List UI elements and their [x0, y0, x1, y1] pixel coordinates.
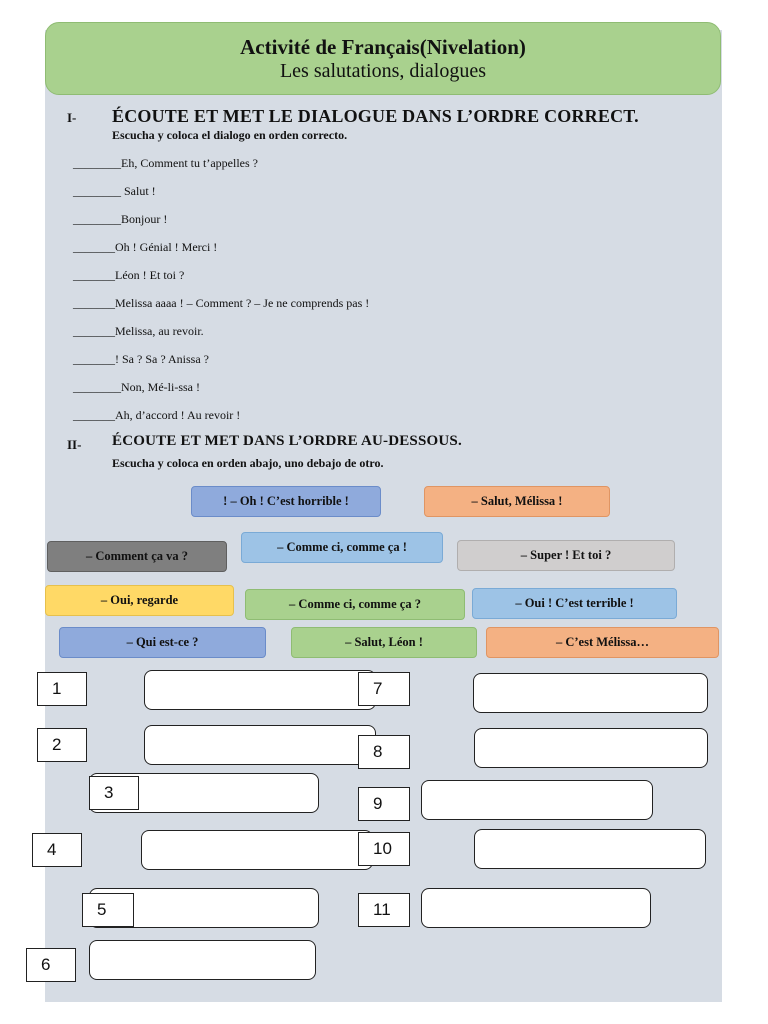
- answer-box-9[interactable]: [421, 780, 653, 820]
- answer-number-11: 11: [358, 893, 410, 927]
- answer-number-3: 3: [89, 776, 139, 810]
- phrase-chip[interactable]: – Salut, Mélissa !: [424, 486, 610, 517]
- phrase-chip[interactable]: – Salut, Léon !: [291, 627, 477, 658]
- answer-number-10: 10: [358, 832, 410, 866]
- answer-number-8: 8: [358, 735, 410, 769]
- section1-title: ÉCOUTE ET MET LE DIALOGUE DANS L’ORDRE CORRECT.: [112, 106, 639, 126]
- answer-box-6[interactable]: [89, 940, 316, 980]
- phrase-chip[interactable]: – C’est Mélissa…: [486, 627, 719, 658]
- dialogue-line: _______! Sa ? Sa ? Anissa ?: [73, 352, 209, 366]
- dialogue-line: _______Ah, d’accord ! Au revoir !: [73, 408, 241, 422]
- dialogue-line: _______Léon ! Et toi ?: [73, 268, 185, 282]
- answer-number-4: 4: [32, 833, 82, 867]
- section1-subtitle: Escucha y coloca el dialogo en orden correcto.: [112, 128, 348, 142]
- answer-box-11[interactable]: [421, 888, 651, 928]
- answer-box-8[interactable]: [474, 728, 708, 768]
- answer-number-7: 7: [358, 672, 410, 706]
- section2-number: II-: [67, 437, 82, 452]
- section1-number: I-: [67, 110, 77, 125]
- answer-box-4[interactable]: [141, 830, 373, 870]
- phrase-chip[interactable]: – Comment ça va ?: [47, 541, 227, 572]
- phrase-chip[interactable]: ! – Oh ! C’est horrible !: [191, 486, 381, 517]
- phrase-chip[interactable]: – Qui est-ce ?: [59, 627, 266, 658]
- answer-box-10[interactable]: [474, 829, 706, 869]
- dialogue-line: ________Non, Mé-li-ssa !: [73, 380, 200, 394]
- answer-number-1: 1: [37, 672, 87, 706]
- phrase-chip[interactable]: – Comme ci, comme ça !: [241, 532, 443, 563]
- dialogue-line: ________Eh, Comment tu t’appelles ?: [73, 156, 258, 170]
- phrase-chip[interactable]: – Oui ! C’est terrible !: [472, 588, 677, 619]
- answer-number-9: 9: [358, 787, 410, 821]
- dialogue-line: ________Bonjour !: [73, 212, 168, 226]
- dialogue-line: _______Oh ! Génial ! Merci !: [73, 240, 218, 254]
- dialogue-line: _______Melissa aaaa ! – Comment ? – Je ne comprends pas !: [73, 296, 370, 310]
- answer-box-2[interactable]: [144, 725, 376, 765]
- page-subtitle: Les salutations, dialogues: [279, 60, 487, 82]
- page-title: Activité de Français(Nivelation): [240, 35, 526, 59]
- header-banner: [45, 22, 721, 95]
- section2-subtitle: Escucha y coloca en orden abajo, uno debajo de otro.: [112, 456, 384, 470]
- answer-number-2: 2: [37, 728, 87, 762]
- answer-number-5: 5: [82, 893, 134, 927]
- dialogue-line: ________ Salut !: [73, 184, 156, 198]
- answer-box-7[interactable]: [473, 673, 708, 713]
- phrase-chip[interactable]: – Oui, regarde: [45, 585, 234, 616]
- section2-title: ÉCOUTE ET MET DANS L’ORDRE AU-DESSOUS.: [112, 433, 462, 449]
- dialogue-line: _______Melissa, au revoir.: [73, 324, 204, 338]
- phrase-chip[interactable]: – Comme ci, comme ça ?: [245, 589, 465, 620]
- answer-box-1[interactable]: [144, 670, 376, 710]
- answer-number-6: 6: [26, 948, 76, 982]
- phrase-chip[interactable]: – Super ! Et toi ?: [457, 540, 675, 571]
